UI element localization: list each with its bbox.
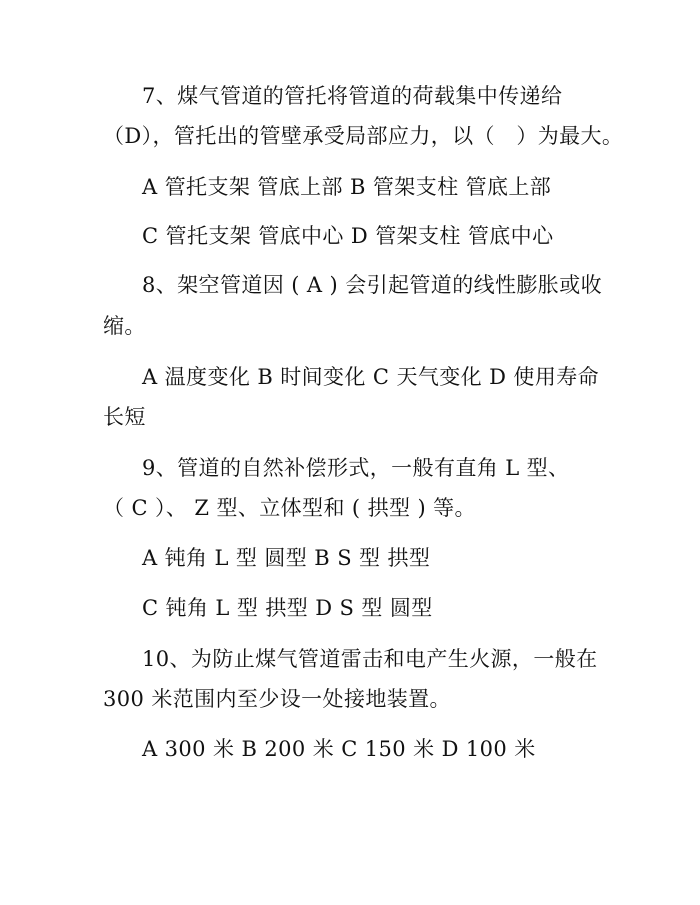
- question-7-option-line-1: A 管托支架 管底上部 B 管架支柱 管底上部: [142, 175, 552, 199]
- question-9-option-line-2: C 钝角 L 型 拱型 D S 型 圆型: [142, 596, 433, 620]
- question-10-line-2: 300 米范围内至少设一处接地装置。: [103, 687, 451, 711]
- question-8-line-1: 8、架空管道因 ( A ) 会引起管道的线性膨胀或收: [142, 273, 603, 297]
- question-7-line-2: （D），管托出的管壁承受局部应力，以（ ）为最大。: [103, 124, 624, 148]
- question-10-line-1: 10、为防止煤气管道雷击和电产生火源，一般在: [142, 647, 598, 671]
- question-8-option-line-1: A 温度变化 B 时间变化 C 天气变化 D 使用寿命: [142, 365, 600, 389]
- question-8-line-2: 缩。: [103, 314, 146, 338]
- question-8-option-line-2: 长短: [103, 405, 146, 429]
- question-9-option-line-1: A 钝角 L 型 圆型 B S 型 拱型: [142, 546, 431, 570]
- question-7-line-1: 7、煤气管道的管托将管道的荷载集中传递给: [142, 84, 563, 108]
- question-7-option-line-2: C 管托支架 管底中心 D 管架支柱 管底中心: [142, 224, 554, 248]
- question-9-line-1: 9、管道的自然补偿形式，一般有直角 L 型、: [142, 456, 570, 480]
- question-10-option-line-1: A 300 米 B 200 米 C 150 米 D 100 米: [142, 737, 536, 761]
- question-9-line-2: （ C ）、 Z 型、立体型和 ( 拱型 ) 等。: [103, 496, 476, 520]
